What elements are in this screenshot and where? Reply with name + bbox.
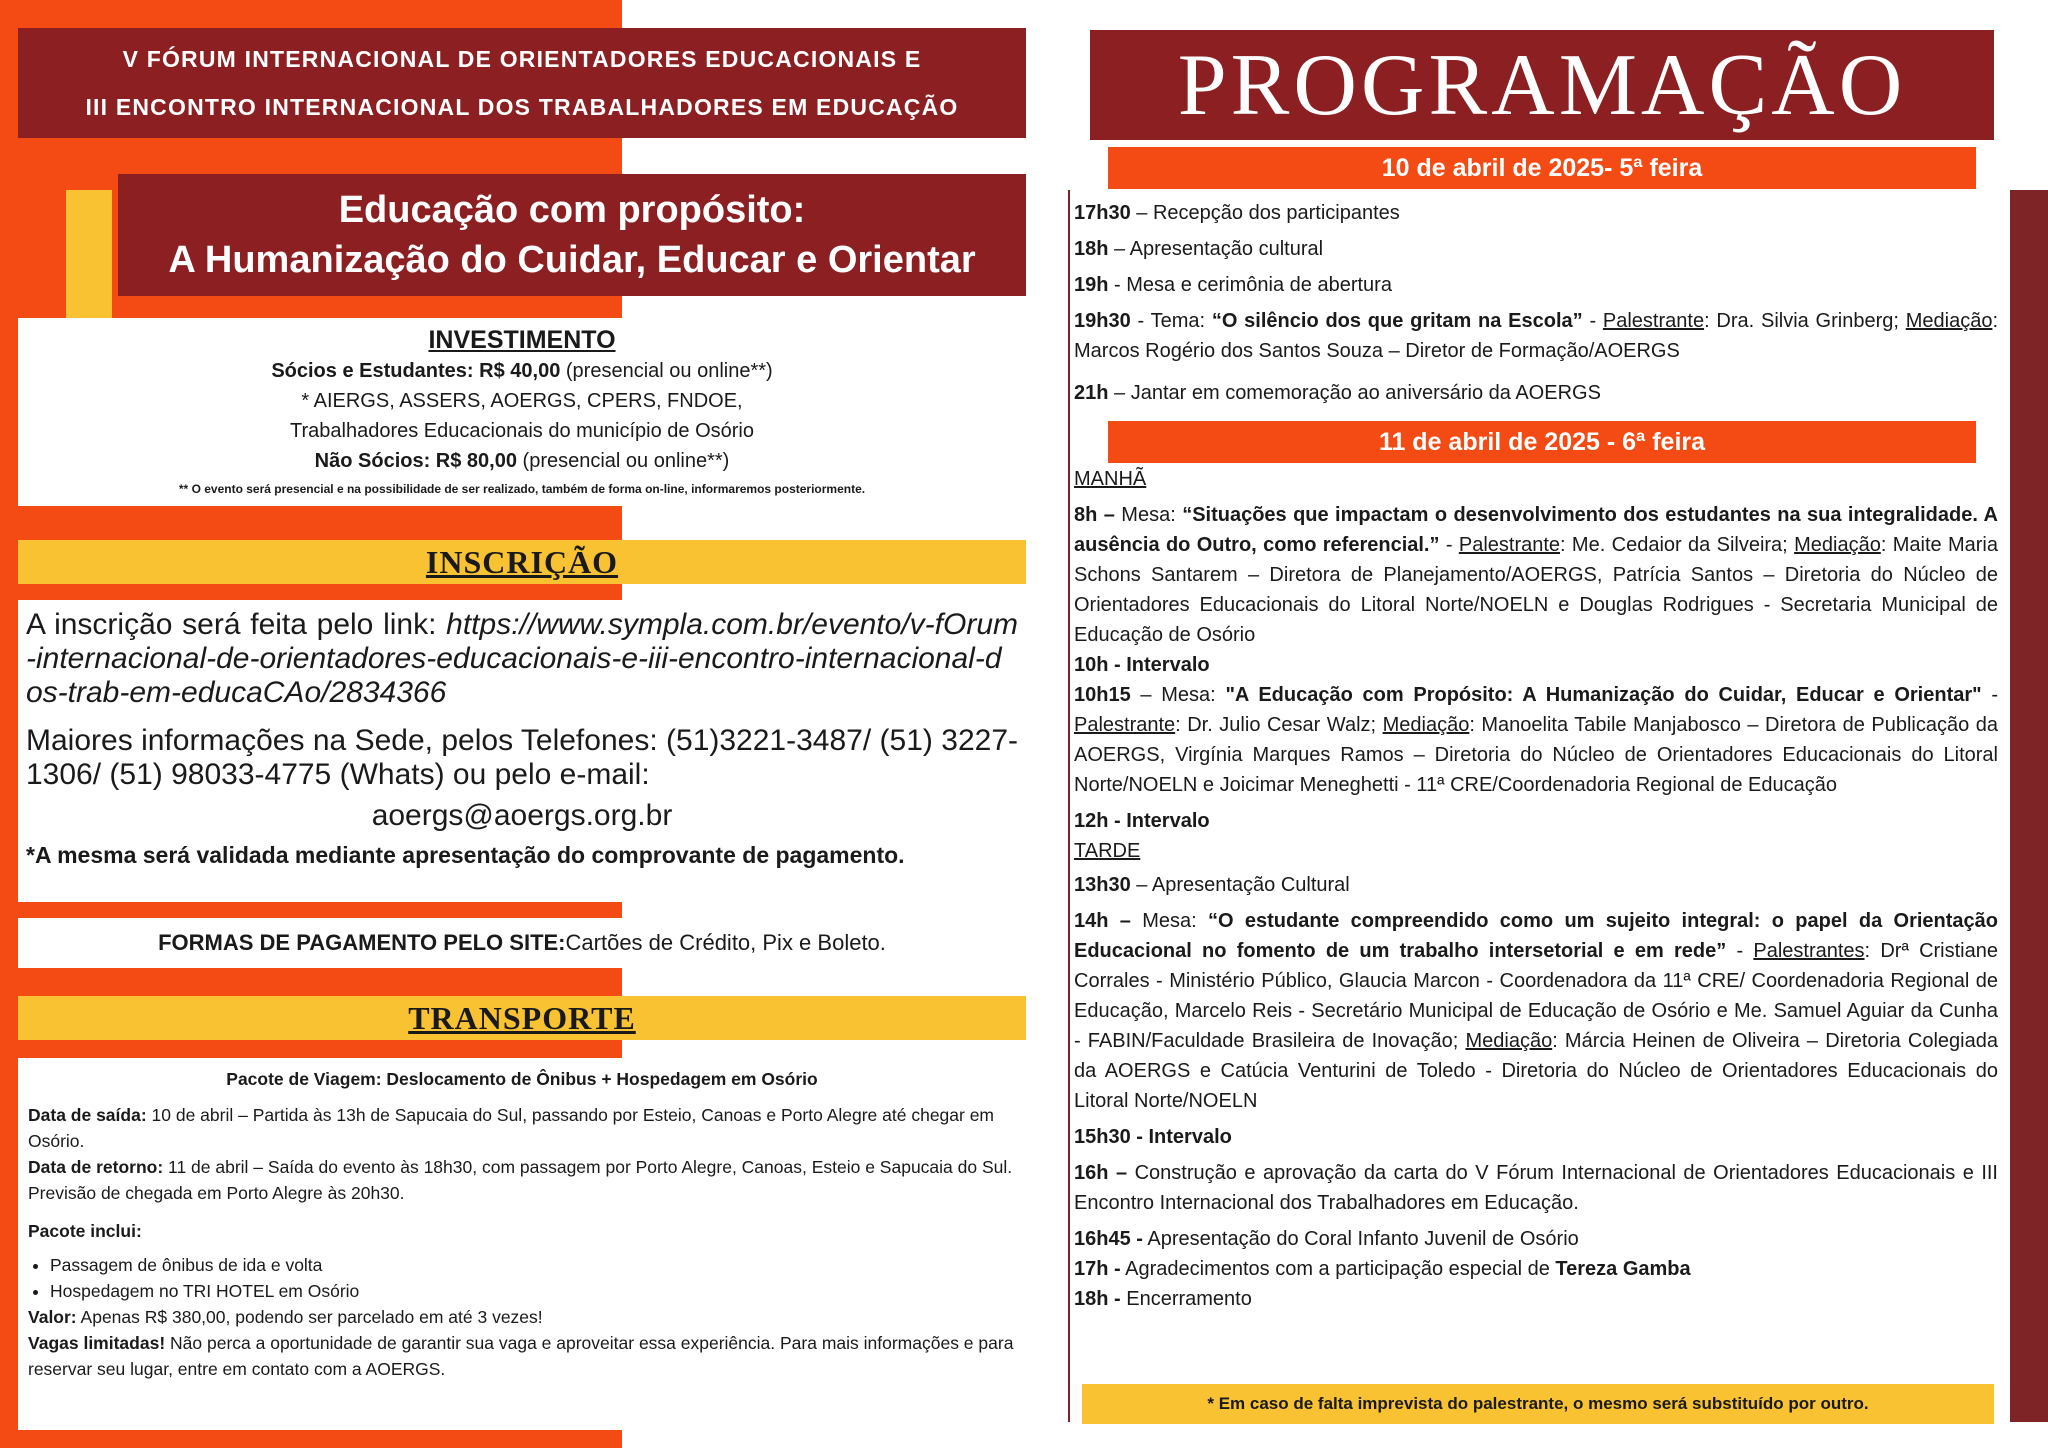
- manha-heading: MANHÃ: [1074, 468, 1147, 490]
- schedule-desc: - Mesa e cerimônia de abertura: [1108, 274, 1392, 296]
- package-includes-label: [28, 1218, 1016, 1244]
- speaker-name: : Dra. Silvia Grinberg;: [1704, 310, 1906, 332]
- schedule-item: [1074, 680, 1998, 800]
- transporte-heading-bar: [18, 996, 1026, 1040]
- schedule-break: 10h - Intervalo: [1074, 654, 1210, 676]
- schedule-item: [1074, 270, 1998, 300]
- theme-line1: Educação com propósito:: [338, 189, 806, 231]
- socios-price: [18, 356, 1026, 386]
- schedule-content: [1070, 190, 2010, 1422]
- mediation-label: Mediação: [1382, 714, 1470, 736]
- forum-header-line1: V FÓRUM INTERNACIONAL DE ORIENTADORES EDUCACIONAIS E: [122, 46, 922, 72]
- schedule-theme: “O silêncio dos que gritam na Escola”: [1211, 310, 1583, 332]
- departure-info: [28, 1102, 1016, 1154]
- nao-socios-label: Não Sócios: R$ 80,00: [314, 450, 517, 472]
- price-text: Apenas R$ 380,00, podendo ser parcelado em até 3 vezes!: [76, 1307, 543, 1327]
- schedule-time: 18h: [1074, 238, 1109, 260]
- schedule-item: [1074, 1158, 1998, 1218]
- schedule-desc: Agradecimentos com a participação especial de: [1120, 1258, 1556, 1280]
- programacao-title: PROGRAMAÇÃO: [1090, 30, 1994, 140]
- theme-line2: A Humanização do Cuidar, Educar e Orientar: [168, 239, 976, 281]
- schedule-time: 16h45 -: [1074, 1228, 1143, 1250]
- special-guest: Tereza Gamba: [1555, 1258, 1691, 1280]
- schedule-item: [1074, 1122, 1998, 1152]
- forum-header-line2: III ENCONTRO INTERNACIONAL DOS TRABALHADORES EM EDUCAÇÃO: [85, 94, 959, 120]
- inscricao-intro: A inscrição será feita pelo link:: [26, 608, 447, 641]
- background-yellow-accent: [66, 190, 112, 320]
- contact-email[interactable]: aoergs@aoergs.org.br: [371, 799, 673, 832]
- schedule-time: 16h –: [1074, 1162, 1128, 1184]
- schedule-time: 19h30: [1074, 310, 1131, 332]
- day2-header: 11 de abril de 2025 - 6ª feira: [1108, 421, 1976, 463]
- schedule-item: [1074, 806, 1998, 836]
- entities-list: * AIERGS, ASSERS, AOERGS, CPERS, FNDOE,: [301, 390, 743, 412]
- schedule-time: 17h -: [1074, 1258, 1121, 1280]
- schedule-desc: – Mesa:: [1130, 684, 1226, 706]
- validation-note: *A mesma será validada mediante apresentação do comprovante de pagamento.: [26, 842, 905, 868]
- speaker-name: : Dr. Julio Cesar Walz;: [1175, 714, 1383, 736]
- speaker-name: : Me. Cedaior da Silveira;: [1560, 534, 1795, 556]
- limited-spots-label: Vagas limitadas!: [28, 1333, 166, 1353]
- nao-socios-mode: (presencial ou online**): [516, 450, 730, 472]
- investimento-section: [18, 318, 1026, 506]
- disclaimer-note: * Em caso de falta imprevista do palestrante, o mesmo será substituído por outro.: [1082, 1384, 1994, 1424]
- limited-spots-text: Não perca a oportunidade de garantir sua vaga e aproveitar essa experiência. Para mais informações e para reservar seu lugar, entre em contato com a AOERGS.: [28, 1333, 1014, 1379]
- nao-socios-price: [18, 446, 1026, 476]
- schedule-desc: – Recepção dos participantes: [1130, 202, 1400, 224]
- limited-spots-info: [28, 1330, 1016, 1382]
- forum-header: [18, 28, 1026, 138]
- schedule-theme: “O estudante compreendido como um sujeito integral: o papel da Orientação Educacional no fomento de um trabalho intersetorial e em rede”: [1074, 910, 1998, 962]
- price-info: [28, 1304, 1016, 1330]
- schedule-item: [1074, 378, 1998, 408]
- list-item: • Passagem de ônibus de ida e volta: [50, 1252, 1016, 1278]
- schedule-item: [1074, 1224, 1998, 1254]
- speaker-label: Palestrante: [1074, 714, 1176, 736]
- inscricao-heading-bar: [18, 540, 1026, 584]
- schedule-item: [1074, 650, 1998, 680]
- schedule-theme: "A Educação com Propósito: A Humanização do Cuidar, Educar e Orientar": [1225, 684, 1982, 706]
- schedule-time: 13h30: [1074, 874, 1131, 896]
- return-label: Data de retorno:: [28, 1157, 164, 1177]
- speaker-label: Palestrantes: [1753, 940, 1865, 962]
- socios-label: Sócios e Estudantes: R$ 40,00: [271, 360, 561, 382]
- schedule-sep: -: [1981, 684, 1998, 706]
- package-includes-list: [28, 1252, 1016, 1304]
- speaker-names: : Drª Cristiane Corrales - Ministério Público, Glaucia Marcon - Coordenadora da 11ª CRE/ Coordenadoria Regional de Educação, Marcelo Reis - Secretário Municipal de Educação de Osório e Me. Samuel Aguiar da Cunha - FABIN/Faculdade Brasileira de Inovação;: [1074, 940, 1998, 1052]
- list-item: • Hospedagem no TRI HOTEL em Osório: [50, 1278, 1016, 1304]
- schedule-item: [1074, 870, 1998, 900]
- entities-list-2: Trabalhadores Educacionais do município de Osório: [290, 420, 754, 442]
- theme-title: [118, 174, 1026, 296]
- schedule-break: 15h30 - Intervalo: [1074, 1126, 1232, 1148]
- schedule-sep: -: [1582, 310, 1603, 332]
- speaker-label: Palestrante: [1602, 310, 1705, 332]
- schedule-time: 14h –: [1074, 910, 1131, 932]
- schedule-item: [1074, 906, 1998, 1116]
- schedule-desc: Encerramento: [1120, 1288, 1252, 1310]
- schedule-desc: Construção e aprovação da carta do V Fórum Internacional de Orientadores Educacionais e III Encontro Internacional dos Trabalhadores em Educação.: [1074, 1162, 1998, 1214]
- mediation-label: Mediação: [1794, 534, 1881, 556]
- investimento-title: INVESTIMENTO: [428, 326, 616, 354]
- schedule-desc: - Tema:: [1130, 310, 1212, 332]
- schedule-desc: – Apresentação cultural: [1108, 238, 1324, 260]
- mediation-names: : Márcia Heinen de Oliveira – Diretoria Colegiada da AOERGS e Catúcia Venturini de Toledo - Diretoria do Núcleo de Orientadores Educacionais do Litoral Norte/NOELN: [1074, 1030, 1998, 1112]
- socios-mode: (presencial ou online**): [560, 360, 773, 382]
- departure-text: 10 de abril – Partida às 13h de Sapucaia do Sul, passando por Esteio, Canoas e Porto Alegre até chegar em Osório.: [28, 1105, 995, 1151]
- departure-label: Data de saída:: [28, 1105, 147, 1125]
- schedule-item: [1074, 1254, 1998, 1284]
- schedule-item: [1074, 234, 1998, 264]
- mediation-label: Mediação: [1905, 310, 1993, 332]
- transporte-heading: TRANSPORTE: [408, 999, 636, 1036]
- day1-header: 10 de abril de 2025- 5ª feira: [1108, 147, 1976, 189]
- tarde-heading: TARDE: [1074, 840, 1141, 862]
- mediation-label: Mediação: [1465, 1030, 1553, 1052]
- schedule-desc: Apresentação do Coral Infanto Juvenil de Osório: [1142, 1228, 1579, 1250]
- payment-value: Cartões de Crédito, Pix e Boleto.: [565, 930, 886, 955]
- mediation-names: : Maite Maria Schons Santarem – Diretora de Planejamento/AOERGS, Patrícia Santos – Diretoria do Núcleo de Orientadores Educacionais do Litoral Norte/NOELN e Douglas Rodrigues - Secretaria Municipal de Educação de Osório: [1074, 534, 1998, 646]
- schedule-time: 21h: [1074, 382, 1109, 404]
- schedule-item: [1074, 306, 1998, 366]
- price-label: Valor:: [28, 1307, 77, 1327]
- speaker-label: Palestrante: [1458, 534, 1561, 556]
- schedule-break: 12h - Intervalo: [1074, 810, 1210, 832]
- schedule-desc: Mesa:: [1114, 504, 1183, 526]
- inscricao-text: [26, 608, 1018, 710]
- info-text: Maiores informações na Sede, pelos Telefones: (51)3221-3487/ (51) 3227-1306/ (51) 98033-4775 (Whats) ou pelo e-mail:: [26, 724, 1018, 791]
- schedule-time: 18h -: [1074, 1288, 1121, 1310]
- schedule-desc: – Apresentação Cultural: [1130, 874, 1350, 896]
- payment-methods: [18, 918, 1026, 968]
- schedule-time: 10h15: [1074, 684, 1131, 706]
- schedule-time: 19h: [1074, 274, 1109, 296]
- inscricao-link[interactable]: https://www.sympla.com.br/evento/v-fOrum-internacional-de-orientadores-educacionais-e-iii-encontro-internacional-dos-trab-em-educaCAo/2834366: [26, 608, 1018, 709]
- package-title: Pacote de Viagem: Deslocamento de Ônibus + Hospedagem em Osório: [226, 1069, 818, 1089]
- schedule-sep: -: [1439, 534, 1459, 556]
- inscricao-heading: INSCRIÇÃO: [425, 543, 619, 580]
- return-text: 11 de abril – Saída do evento às 18h30, com passagem por Porto Alegre, Canoas, Esteio e Sapucaia do Sul. Previsão de chegada em Porto Alegre às 20h30.: [28, 1157, 1013, 1203]
- schedule-item: [1074, 500, 1998, 650]
- schedule-item: [1074, 198, 1998, 228]
- investimento-note: ** O evento será presencial e na possibilidade de ser realizado, também de forma on-line, informaremos posteriormente.: [178, 482, 866, 496]
- transporte-section: [18, 1058, 1026, 1430]
- schedule-item: [1074, 1284, 1998, 1314]
- schedule-theme: “Situações que impactam o desenvolvimento dos estudantes na sua integralidade. A ausência do Outro, como referencial.”: [1074, 504, 1999, 556]
- payment-label: FORMAS DE PAGAMENTO PELO SITE:: [158, 930, 566, 955]
- schedule-desc: Mesa:: [1130, 910, 1209, 932]
- schedule-sep: -: [1726, 940, 1754, 962]
- schedule-desc: – Jantar em comemoração ao aniversário da AOERGS: [1108, 382, 1601, 404]
- schedule-time: 17h30: [1074, 202, 1131, 224]
- inscricao-section: [18, 600, 1026, 902]
- return-info: [28, 1154, 1016, 1206]
- schedule-time: 8h –: [1074, 504, 1115, 526]
- package-includes-title: Pacote inclui:: [28, 1221, 142, 1241]
- mediation-names: : Marcos Rogério dos Santos Souza – Diretor de Formação/AOERGS: [1074, 310, 1998, 362]
- mediation-names: : Manoelita Tabile Manjabosco – Diretora de Publicação da AOERGS, Virgínia Marques Ramos – Diretoria do Núcleo de Orientadores Educacionais do Litoral Norte/NOELN e Joicimar Meneghetti - 11ª CRE/Coordenadoria Regional de Educação: [1074, 714, 1999, 796]
